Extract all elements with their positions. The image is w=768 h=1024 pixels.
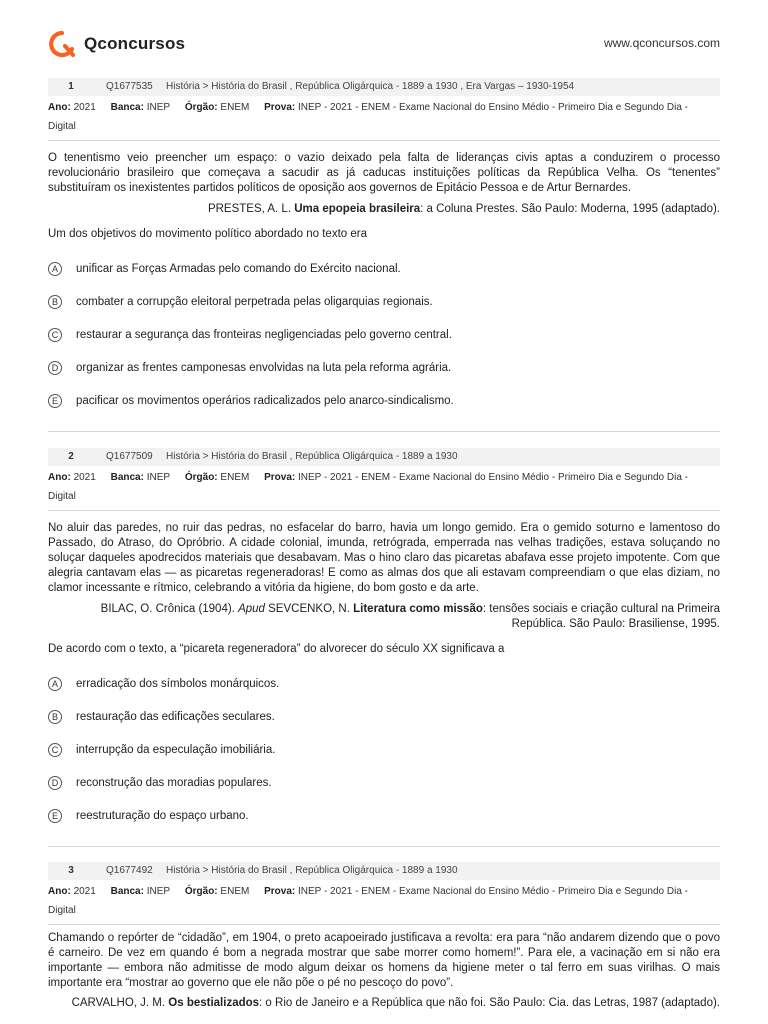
option-text: unificar as Forças Armadas pelo comando do Exército nacional. — [76, 262, 401, 275]
question-prompt: De acordo com o texto, a “picareta regeneradora” do alvorecer do século XX significava a — [48, 643, 505, 655]
question-number: 3 — [68, 865, 74, 876]
option-text: restauração das edificações seculares. — [76, 710, 275, 723]
banca-value: INEP — [146, 102, 171, 113]
logo-text: Qconcursos — [84, 34, 186, 53]
question-1 — [48, 78, 720, 417]
question-subject-path: História > História do Brasil , República Oligárquica - 1889 a 1930 — [166, 865, 458, 876]
option-c[interactable] — [48, 318, 720, 351]
options-list — [48, 667, 720, 832]
cite-title: Os bestializados — [168, 997, 260, 1009]
question-id[interactable]: Q1677535 — [106, 81, 153, 92]
prova-label: Prova: — [264, 102, 296, 113]
option-b[interactable] — [48, 285, 720, 318]
option-letter-circle[interactable]: C — [48, 743, 62, 757]
question-meta — [48, 98, 720, 136]
ano-value: 2021 — [73, 102, 96, 113]
ano-value: 2021 — [73, 472, 96, 483]
page-header — [48, 30, 720, 60]
question-text: No aluir das paredes, no ruir das pedras, no esfacelar do barro, havia um longo gemido. Era o gemido soturno e lamentoso do Passado, do Atraso, do Opróbrio. A cidade colonial, imunda, retrógrada, emperrada nas velhas tradições, estava soluçando no soluçar daqueles apodrecidos materiais que desabavam. Mas o hino claro das picaretas abafava esse projeto impotente. Com que alegria cantavam elas — as picaretas regeneradoras! E como as almas dos que ali estavam compreendiam o que elas diziam, no clamor incessante e rítmico, celebrando a vitória da higiene, do bom gosto e da arte. — [48, 522, 720, 594]
question-id[interactable]: Q1677509 — [106, 451, 153, 462]
qconcursos-logo-icon — [48, 30, 76, 58]
question-citation — [48, 996, 720, 1011]
question-text: Chamando o repórter de “cidadão”, em 1904, o preto acapoeirado justificava a revolta: era para “não andarem dizendo que o povo é carneiro. De vez em quando é bom a negrada mostrar que sabe morrer como homem!”. Para ele, a vacinação em si não era importante — embora não admitisse de modo algum deixar os homens da higiene meter o tal ferro em suas virilhas. O mais importante era “mostrar ao governo que ele não põe o pé no pescoço do povo”. — [48, 932, 720, 989]
question-bar — [48, 862, 720, 880]
option-letter-circle[interactable]: A — [48, 677, 62, 691]
option-b[interactable] — [48, 700, 720, 733]
question-meta — [48, 882, 720, 920]
option-a[interactable] — [48, 667, 720, 700]
option-text: restaurar a segurança das fronteiras negligenciadas pelo governo central. — [76, 328, 452, 341]
question-citation — [48, 602, 720, 632]
option-a[interactable] — [48, 252, 720, 285]
prova-value: INEP - 2021 - ENEM - Exame Nacional do Ensino Médio - Primeiro Dia e Segundo Dia - — [298, 886, 689, 897]
ano-value: 2021 — [73, 886, 96, 897]
orgao-value: ENEM — [220, 472, 250, 483]
option-letter-circle[interactable]: C — [48, 328, 62, 342]
question-text: O tenentismo veio preencher um espaço: o vazio deixado pela falta de lideranças civis aptas a conduzirem o processo revolucionário brasileiro que começava a sacudir as já caducas instituições políticas da República Velha. Os “tenentes” substituíram os inexistentes partidos políticos de oposição aos governos de Epitácio Pessoa e de Artur Bernardes. — [48, 152, 720, 194]
option-text: organizar as frentes camponesas envolvidas na luta pela reforma agrária. — [76, 361, 452, 374]
prova-value-cont: Digital — [48, 491, 76, 502]
option-letter-circle[interactable]: A — [48, 262, 62, 276]
option-letter-circle[interactable]: E — [48, 394, 62, 408]
option-letter-circle[interactable]: B — [48, 295, 62, 309]
divider — [48, 510, 720, 511]
question-id[interactable]: Q1677492 — [106, 865, 153, 876]
option-letter-circle[interactable]: B — [48, 710, 62, 724]
options-list — [48, 252, 720, 417]
cite-rest: : tensões sociais e criação cultural na Primeira República. São Paulo: Brasiliense, 1995. — [482, 603, 720, 630]
cite-author: BILAC, O. Crônica (1904). — [100, 603, 239, 615]
orgao-label: Órgão: — [184, 102, 218, 113]
orgao-value: ENEM — [220, 102, 250, 113]
cite-rest: : o Rio de Janeiro e a República que não foi. São Paulo: Cia. das Letras, 1987 (adaptado). — [259, 997, 720, 1009]
option-text: reconstrução das moradias populares. — [76, 776, 272, 789]
prova-value: INEP - 2021 - ENEM - Exame Nacional do Ensino Médio - Primeiro Dia e Segundo Dia - — [298, 102, 689, 113]
option-d[interactable] — [48, 351, 720, 384]
question-number: 2 — [68, 451, 74, 462]
question-number: 1 — [68, 81, 74, 92]
prova-value: INEP - 2021 - ENEM - Exame Nacional do Ensino Médio - Primeiro Dia e Segundo Dia - — [298, 472, 689, 483]
question-subject-path: História > História do Brasil , República Oligárquica - 1889 a 1930 — [166, 451, 458, 462]
divider — [48, 140, 720, 141]
cite-author-2: SEVCENKO, N. — [264, 603, 354, 615]
question-2 — [48, 448, 720, 832]
option-text: erradicação dos símbolos monárquicos. — [76, 677, 280, 690]
question-separator — [48, 431, 720, 432]
banca-label: Banca: — [110, 102, 144, 113]
question-3 — [48, 862, 720, 1011]
question-citation — [48, 202, 720, 217]
divider — [48, 924, 720, 925]
option-e[interactable] — [48, 384, 720, 417]
question-prompt: Um dos objetivos do movimento político abordado no texto era — [48, 228, 367, 240]
option-letter-circle[interactable]: D — [48, 361, 62, 375]
cite-title: Literatura como missão — [353, 603, 483, 615]
ano-label: Ano: — [48, 472, 71, 483]
banca-value: INEP — [146, 886, 171, 897]
question-bar — [48, 448, 720, 466]
orgao-label: Órgão: — [184, 886, 218, 897]
prova-value-cont: Digital — [48, 905, 76, 916]
orgao-value: ENEM — [220, 886, 250, 897]
logo[interactable] — [48, 30, 185, 58]
option-letter-circle[interactable]: D — [48, 776, 62, 790]
option-letter-circle[interactable]: E — [48, 809, 62, 823]
option-text: reestruturação do espaço urbano. — [76, 809, 249, 822]
prova-label: Prova: — [264, 886, 296, 897]
option-text: pacificar os movimentos operários radicalizados pelo anarco-sindicalismo. — [76, 394, 454, 407]
banca-label: Banca: — [110, 472, 144, 483]
ano-label: Ano: — [48, 886, 71, 897]
prova-value-cont: Digital — [48, 121, 76, 132]
prova-label: Prova: — [264, 472, 296, 483]
option-c[interactable] — [48, 733, 720, 766]
question-subject-path: História > História do Brasil , República Oligárquica - 1889 a 1930 , Era Vargas – 1930-1954 — [166, 81, 575, 92]
option-d[interactable] — [48, 766, 720, 799]
cite-author: CARVALHO, J. M. — [71, 997, 169, 1009]
cite-title: Uma epopeia brasileira — [294, 203, 421, 215]
orgao-label: Órgão: — [184, 472, 218, 483]
question-bar — [48, 78, 720, 96]
banca-value: INEP — [146, 472, 171, 483]
question-separator — [48, 846, 720, 847]
option-text: combater a corrupção eleitoral perpetrada pelas oligarquias regionais. — [76, 295, 433, 308]
option-text: interrupção da especulação imobiliária. — [76, 743, 276, 756]
cite-author: PRESTES, A. L. — [207, 203, 295, 215]
option-e[interactable] — [48, 799, 720, 832]
question-meta — [48, 468, 720, 506]
banca-label: Banca: — [110, 886, 144, 897]
cite-apud: Apud — [238, 603, 265, 615]
site-url[interactable]: www.qconcursos.com — [603, 36, 720, 50]
ano-label: Ano: — [48, 102, 71, 113]
cite-rest: : a Coluna Prestes. São Paulo: Moderna, 1995 (adaptado). — [420, 203, 720, 215]
